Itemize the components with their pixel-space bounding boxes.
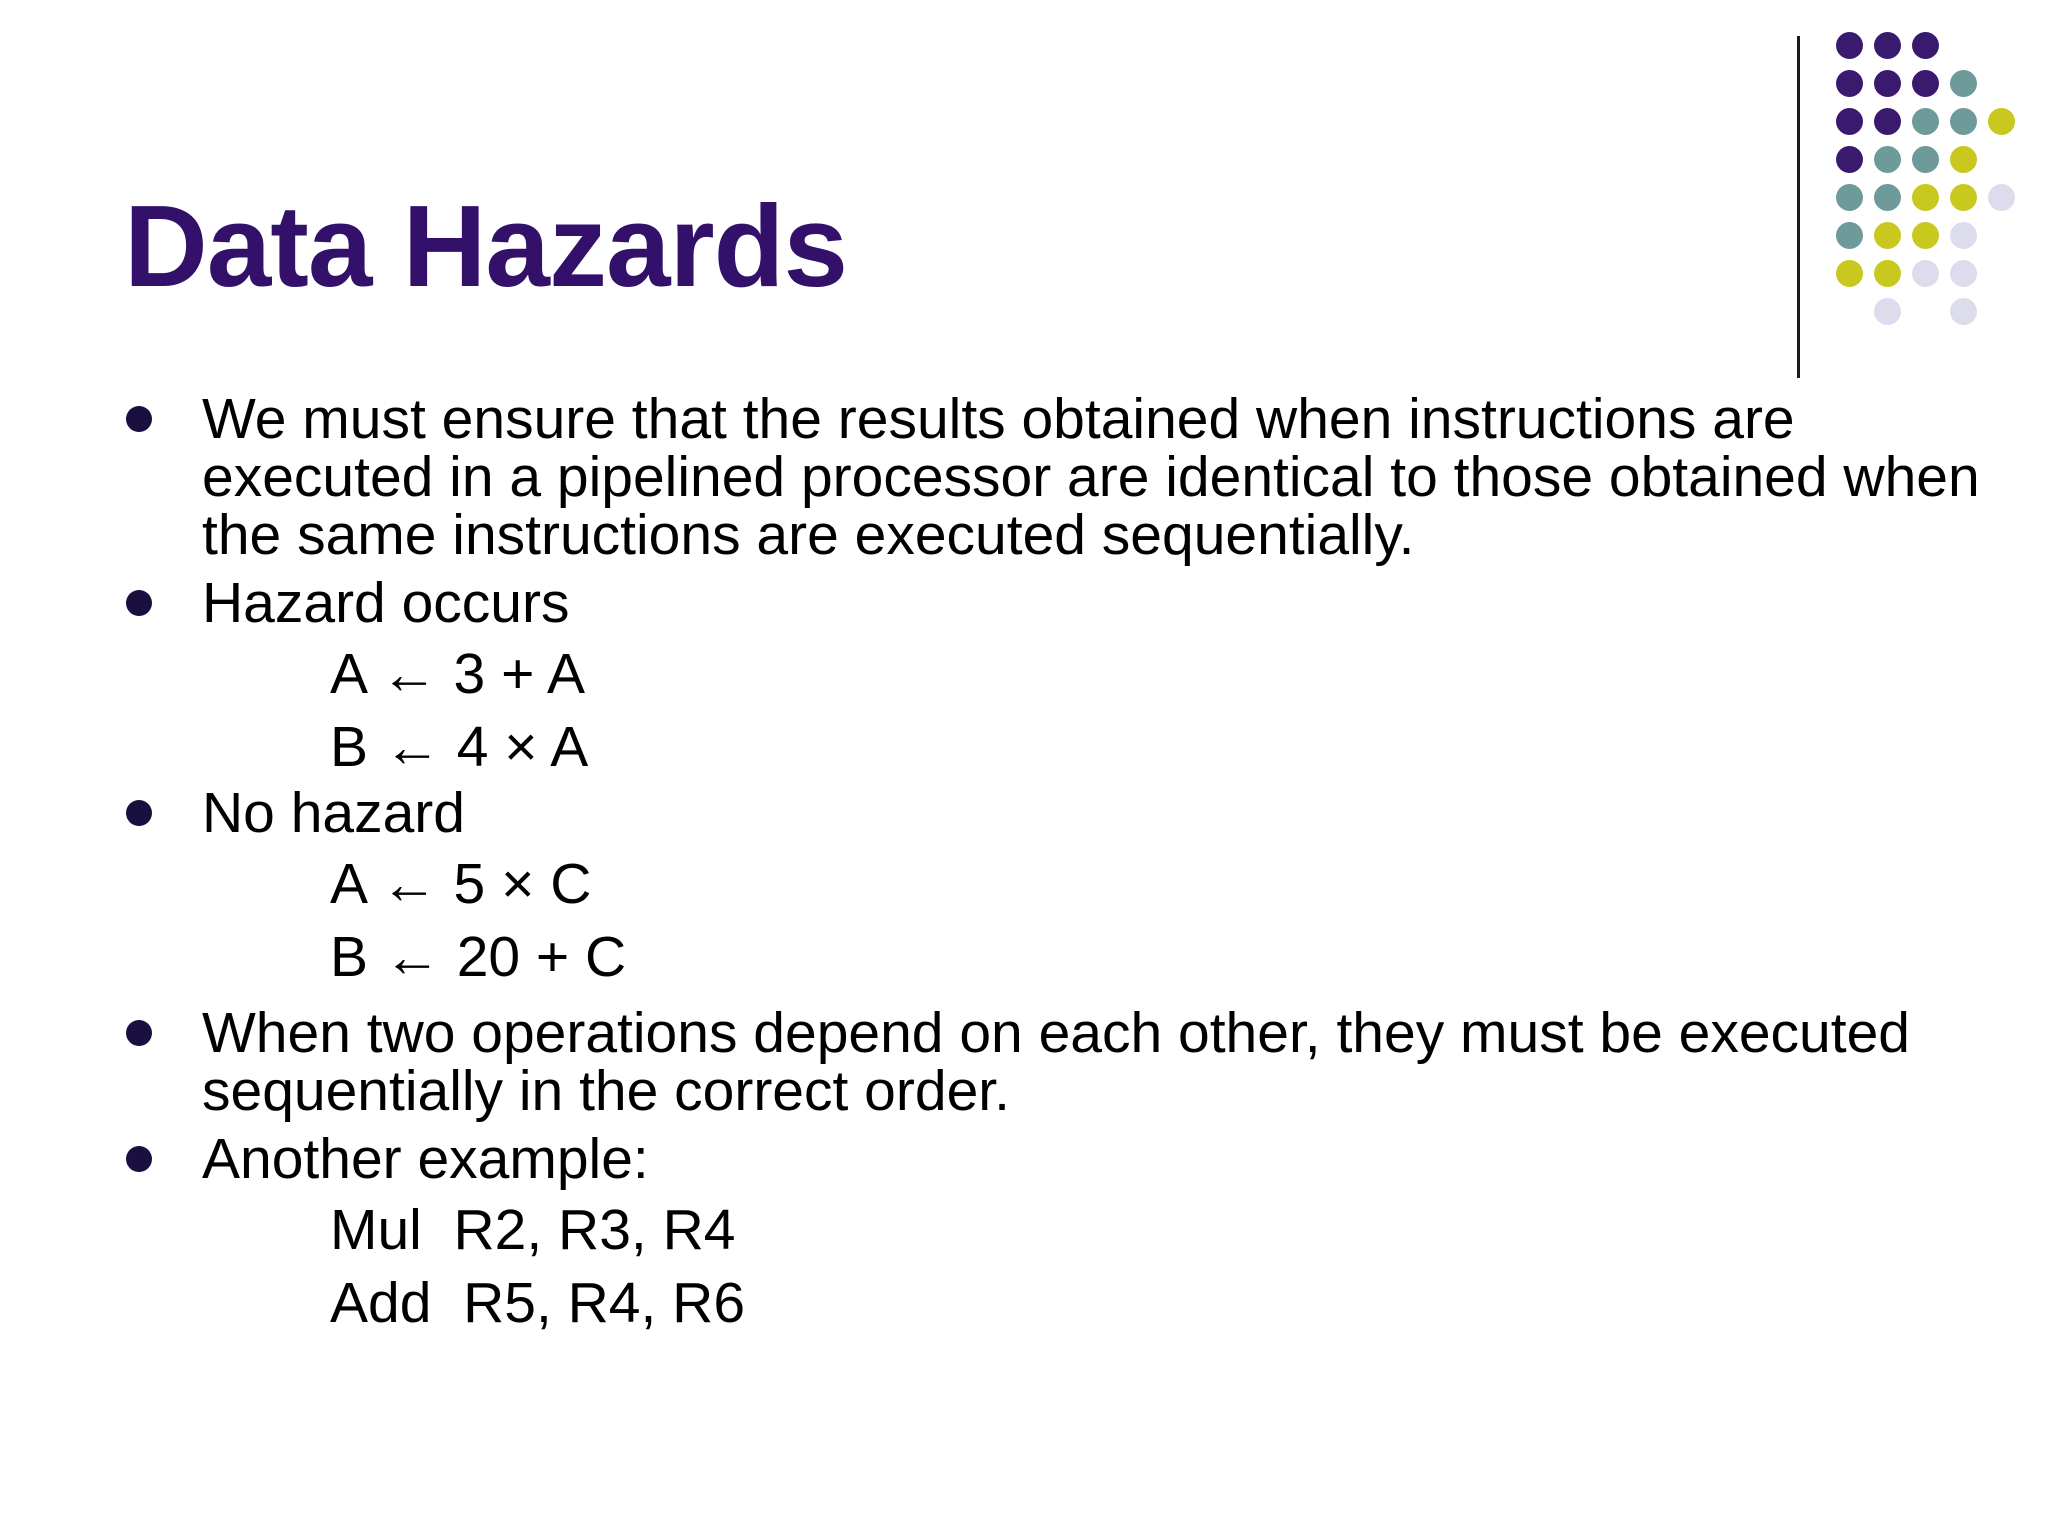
code-line: A ← 5 × C — [330, 852, 592, 916]
decorative-dot-icon — [1874, 32, 1901, 59]
decorative-dot-icon — [1912, 108, 1939, 135]
decorative-dot-icon — [1912, 32, 1939, 59]
bullet-dot-icon — [126, 800, 152, 826]
vertical-divider — [1797, 36, 1800, 378]
bullet-dot-icon — [126, 590, 152, 616]
code-line: B ← 20 + C — [330, 925, 627, 989]
decorative-dot-icon — [1836, 260, 1863, 287]
decorative-dot-icon — [1836, 184, 1863, 211]
bullet-dot-icon — [126, 1020, 152, 1046]
decorative-dot-grid — [1836, 32, 2036, 332]
decorative-dot-icon — [1874, 70, 1901, 97]
decorative-dot-icon — [1988, 108, 2015, 135]
bullet-text: Another example: — [202, 1127, 649, 1191]
bullet-text: When two operations depend on each other, they must be executed sequentially in the correct order. — [202, 1001, 1926, 1123]
decorative-dot-icon — [1988, 184, 2015, 211]
decorative-dot-icon — [1836, 146, 1863, 173]
bullet-text: No hazard — [202, 781, 465, 845]
bullet-item — [124, 781, 1984, 845]
decorative-dot-icon — [1836, 222, 1863, 249]
bullet-item — [124, 571, 1984, 635]
decorative-dot-icon — [1874, 222, 1901, 249]
bullet-text: We must ensure that the results obtained when instructions are executed in a pipelined processor are identical to those obtained when the same instructions are executed sequentially. — [202, 387, 1996, 567]
decorative-dot-icon — [1950, 184, 1977, 211]
decorative-dot-icon — [1874, 298, 1901, 325]
decorative-dot-icon — [1912, 222, 1939, 249]
decorative-dot-icon — [1874, 146, 1901, 173]
decorative-dot-icon — [1836, 108, 1863, 135]
code-line: B ← 4 × A — [330, 715, 589, 779]
code-line: Add R5, R4, R6 — [330, 1271, 746, 1335]
decorative-dot-icon — [1912, 146, 1939, 173]
decorative-dot-icon — [1950, 108, 1977, 135]
decorative-dot-icon — [1874, 184, 1901, 211]
bullet-dot-icon — [126, 1146, 152, 1172]
decorative-dot-icon — [1950, 260, 1977, 287]
bullet-list — [124, 387, 1996, 1340]
decorative-dot-icon — [1912, 70, 1939, 97]
decorative-dot-icon — [1950, 146, 1977, 173]
bullet-dot-icon — [126, 406, 152, 432]
code-line: Mul R2, R3, R4 — [330, 1198, 736, 1262]
decorative-dot-icon — [1874, 108, 1901, 135]
decorative-dot-icon — [1950, 70, 1977, 97]
code-line: A ← 3 + A — [330, 642, 586, 706]
slide-title: Data Hazards — [124, 181, 847, 311]
decorative-dot-icon — [1912, 260, 1939, 287]
bullet-item — [124, 387, 1996, 567]
decorative-dot-icon — [1874, 260, 1901, 287]
decorative-dot-icon — [1836, 70, 1863, 97]
decorative-dot-icon — [1912, 184, 1939, 211]
bullet-item — [124, 1001, 1984, 1123]
bullet-item — [124, 1127, 1984, 1191]
decorative-dot-icon — [1836, 32, 1863, 59]
decorative-dot-icon — [1950, 298, 1977, 325]
decorative-dot-icon — [1950, 222, 1977, 249]
bullet-text: Hazard occurs — [202, 571, 570, 635]
